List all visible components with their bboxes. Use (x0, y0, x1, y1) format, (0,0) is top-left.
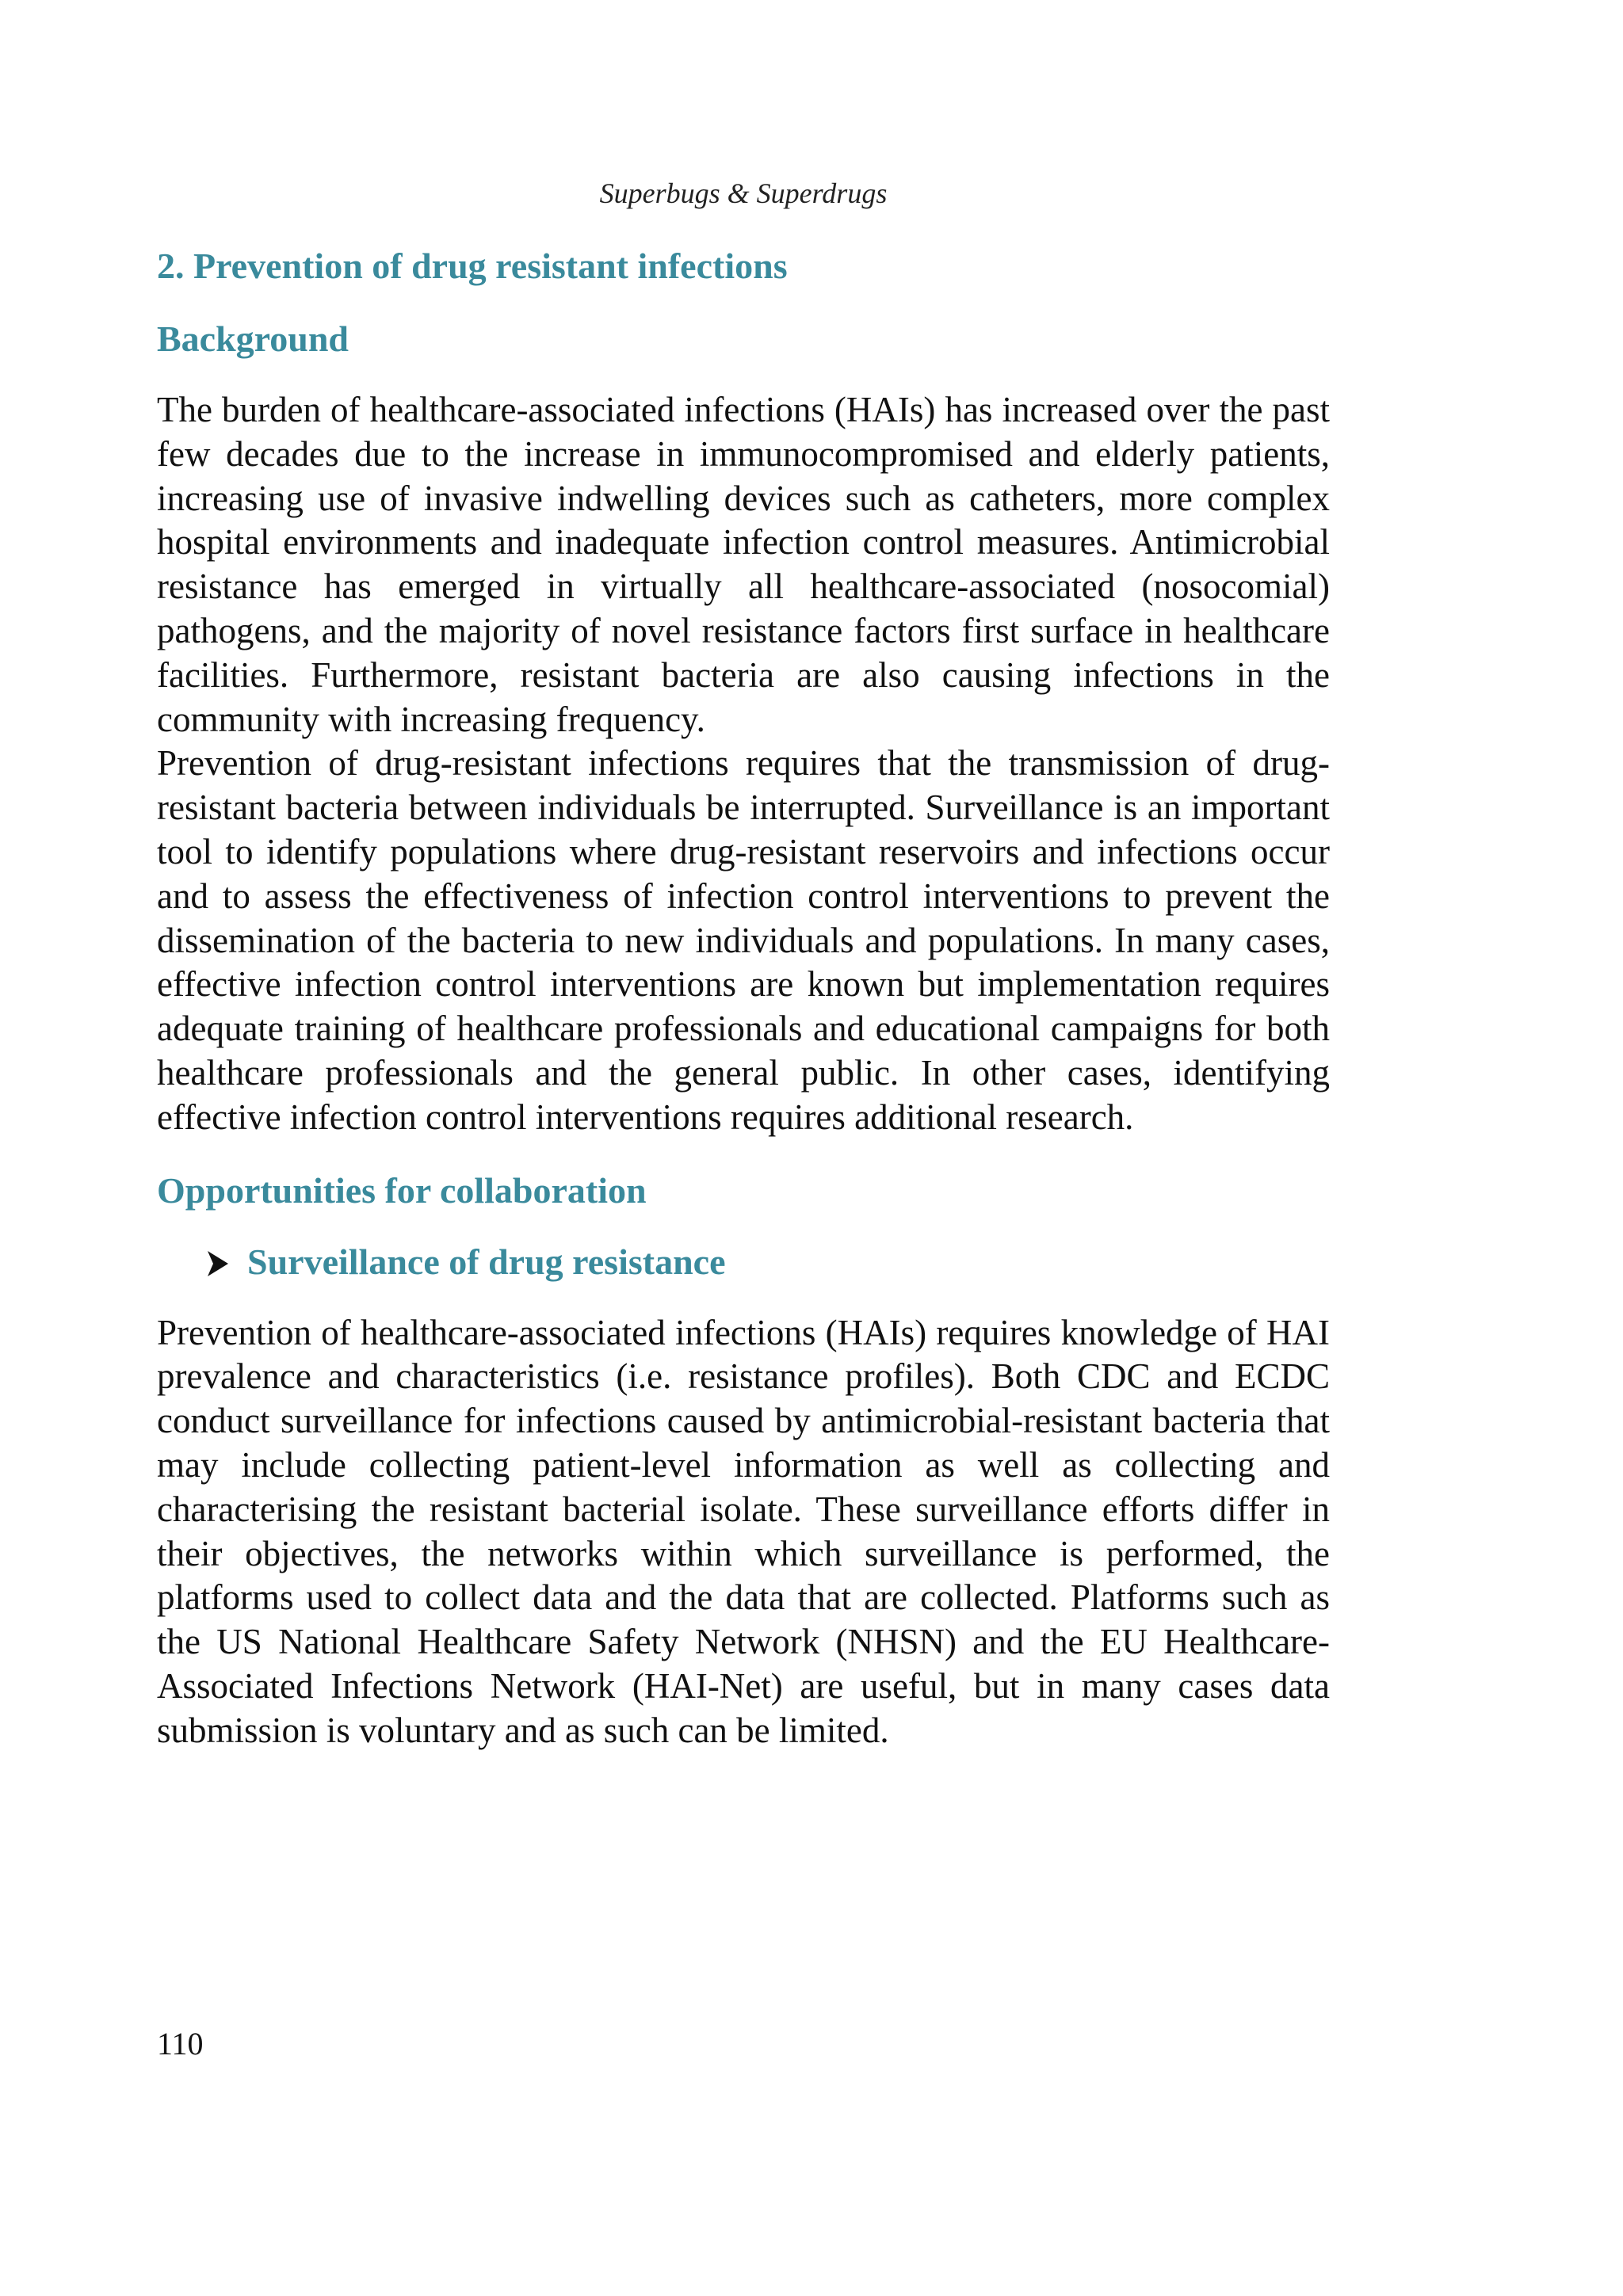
running-header: Superbugs & Superdrugs (599, 177, 888, 209)
background-paragraph-1: The burden of healthcare-associated infections (HAIs) has increased over the past few decades due to the increase in immunocompromised and elderly patients, increasing use of invasive indwelling devices such as catheters, more complex hospital environments and inadequate infection control measures. Antimicrobial resistance has emerged in virtually all healthcare-associated (nosocomial) pathogens, and the majority of novel resistance factors first surface in healthcare facilities. Furthermore, resistant bacteria are also causing infections in the community with increasing frequency. (157, 390, 1330, 739)
surveillance-bullet-heading (206, 1240, 1330, 1284)
surveillance-paragraph: Prevention of healthcare-associated infections (HAIs) requires knowledge of HAI prevalence and characteristics (i.e. resistance profiles). Both CDC and ECDC conduct surveillance for infections caused by antimicrobial-resistant bacteria that may include collecting patient-level information as well as collecting and characterising the resistant bacterial isolate. These surveillance efforts differ in their objectives, the networks within which surveillance is performed, the platforms used to collect data and the data that are collected. Platforms such as the US National Healthcare Safety Network (NHSN) and the EU Healthcare-Associated Infections Network (HAI-Net) are useful, but in many cases data submission is voluntary and as such can be limited. (157, 1312, 1330, 1750)
arrowhead-bullet-icon (206, 1249, 230, 1278)
background-heading: Background (157, 318, 349, 359)
background-body (157, 388, 1330, 1140)
page-number: 110 (157, 2026, 204, 2061)
background-paragraph-2: Prevention of drug-resistant infections requires that the transmission of drug-resistant bacteria between individuals be interrupted. Surveillance is an important tool to identify populations where drug-resistant reservoirs and infections occur and to assess the effectiveness of infection control interventions to prevent the dissemination of the bacteria to new individuals and populations. In many cases, effective infection control interventions are known but implementation requires adequate training of healthcare professionals and educational campaigns for both healthcare professionals and the general public. In other cases, identifying effective infection control interventions requires additional research. (157, 743, 1330, 1137)
surveillance-heading: Surveillance of drug resistance (247, 1241, 726, 1282)
section-title: 2. Prevention of drug resistant infections (157, 246, 788, 286)
page-content (157, 244, 1330, 1753)
opportunities-heading: Opportunities for collaboration (157, 1169, 647, 1211)
